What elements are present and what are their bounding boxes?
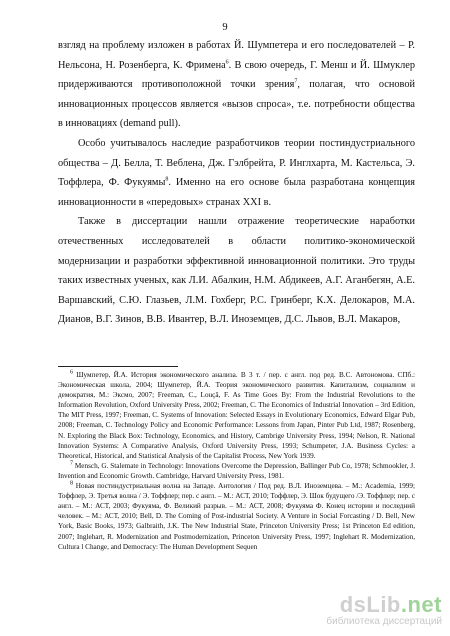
watermark-brand: dsLib.net	[339, 592, 442, 617]
body-text	[58, 36, 415, 330]
page-number: 9	[222, 22, 228, 33]
footnote-ref-6[interactable]: 6	[225, 59, 229, 66]
paragraph-3: Также в диссертации нашли отражение теоретические наработки отечественных исследователей в области политико-экономической модернизации и разработки эффективной инновационной политики. Это труды таких известных ученых, как Л.И. Абалкин, Н.М. Абдикеев, А.Г. Аганбегян, А.Е. Варшавский, С.Ю. Глазьев, Л.М. Гохберг, Р.С. Гринберг, К.Х. Делокаров, М.А. Дианов, В.Г. Зинов, В.В. Ивантер, В.Л. Иноземцев, Д.С. Львов, В.Л. Макаров,	[58, 216, 415, 326]
footnote-ref-7[interactable]: 7	[294, 78, 298, 85]
footnote-7: $^7$ Mensch, G. Stalemate in Technology: Innovations Overcome the Depression, Ballinger Pub Co, 1978; Schmookler, J. Invention and Economic Growth. Cambridge, Harvard University Press, 1981.	[58, 460, 415, 480]
watermark-subtitle: библиотека диссертаций	[326, 616, 442, 627]
footnote-separator	[58, 366, 178, 367]
footnotes	[58, 370, 415, 552]
footnote-ref-8[interactable]: 8	[165, 176, 169, 183]
footnote-6: $^6$ Шумпетер, Й.А. История экономического анализа. В 3 т. / пер. с англ. под ред. В.С. Автономова. СПб.: Экономическая школа, 2004; Шумпетер, Й.А. Теория экономического развития. Капитализм, социализм и демократия, М.: Эксмо, 2007; Freeman, C., Louçã, F. As Time Goes By: From the Industrial Revolutions to the Information Revolution, Oxford University Press, 2002; Freeman, C. The Economics of Industrial Innovation – 3rd Edition, The MIT Press, 1997; Freeman, C. Systems of Innovation: Selected Essays in Evolutionary Economics, Edward Elgar Pub, 2008; Freeman, C. Technology Policy and Economic Performance: Lessons from Japan, Pinter Pub Ltd, 1987; Rosenberg, N. Exploring the Black Box: Technology, Economics, and History, Cambrige University Press, 1994; Nelson, R. National Innovation Systems: A Comparative Analysis, Oxford University Press, 1993; Schumpeter, J.A. Business Cycles: a Theoretical, Historical, and Statistical Analysis of the Capitalist Process, New York 1939.	[58, 369, 415, 460]
footnote-8: $^8$ Новая постиндустриальная волна на Западе. Антология / Под ред. В.Л. Иноземцева. – М.: Academia, 1999; Тоффлер, Э. Третья волна / Э. Тоффлер; пер. с англ. – М.: АСТ, 2010; Тоффлер, Э. Шок будущего /Э. Тоффлер; пер. с англ. – М.: АСТ, 2003; Фукуяма, Ф. Великий разрыв. – М.: АСТ, 2008; Фукуяма Ф. Конец истории и последний человек. – М.: АСТ, 2010; Bell, D. The Coming of Post-industrial Society. A Venture in Social Forcasting / D. Bell, New York, Basic Books, 1973; Galbraith, J.K. The New Industrial State, Princeton University Press; 1st Princeton Ed edition, 2007; Inglehart, R. Modernization and Postmodernization, Princeton University Press, 1997; Inglehart R. Modernization, Cultura l Change, and Democracy: The Human Development Sequen	[58, 480, 415, 551]
watermark-logo	[312, 594, 442, 628]
paragraph-2: Особо учитывалось наследие разработчиков теории постиндустриального общества – Д. Белла, Т. Веблена, Дж. Гэлбрейта, Р. Инглхарта, М. Кастельса, Э. Тоффлера, Ф. Фукуямы$^8$. Именно на его основе была разработана концепция инновационности в «передовых» странах XXI в.	[58, 137, 415, 208]
paragraph-1: взгляд на проблему изложен в работах Й. Шумпетера и его последователей – Р. Нельсона, Н. Розенберга, К. Фримена$^6$. В свою очередь, Г. Менш и Й. Шмуклер придерживаются противоположной точки зрения$^7$, полагая, что основой инновационных процессов является «вызов спроса», т.е. потребности общества в инновациях (demand pull).	[58, 40, 415, 130]
